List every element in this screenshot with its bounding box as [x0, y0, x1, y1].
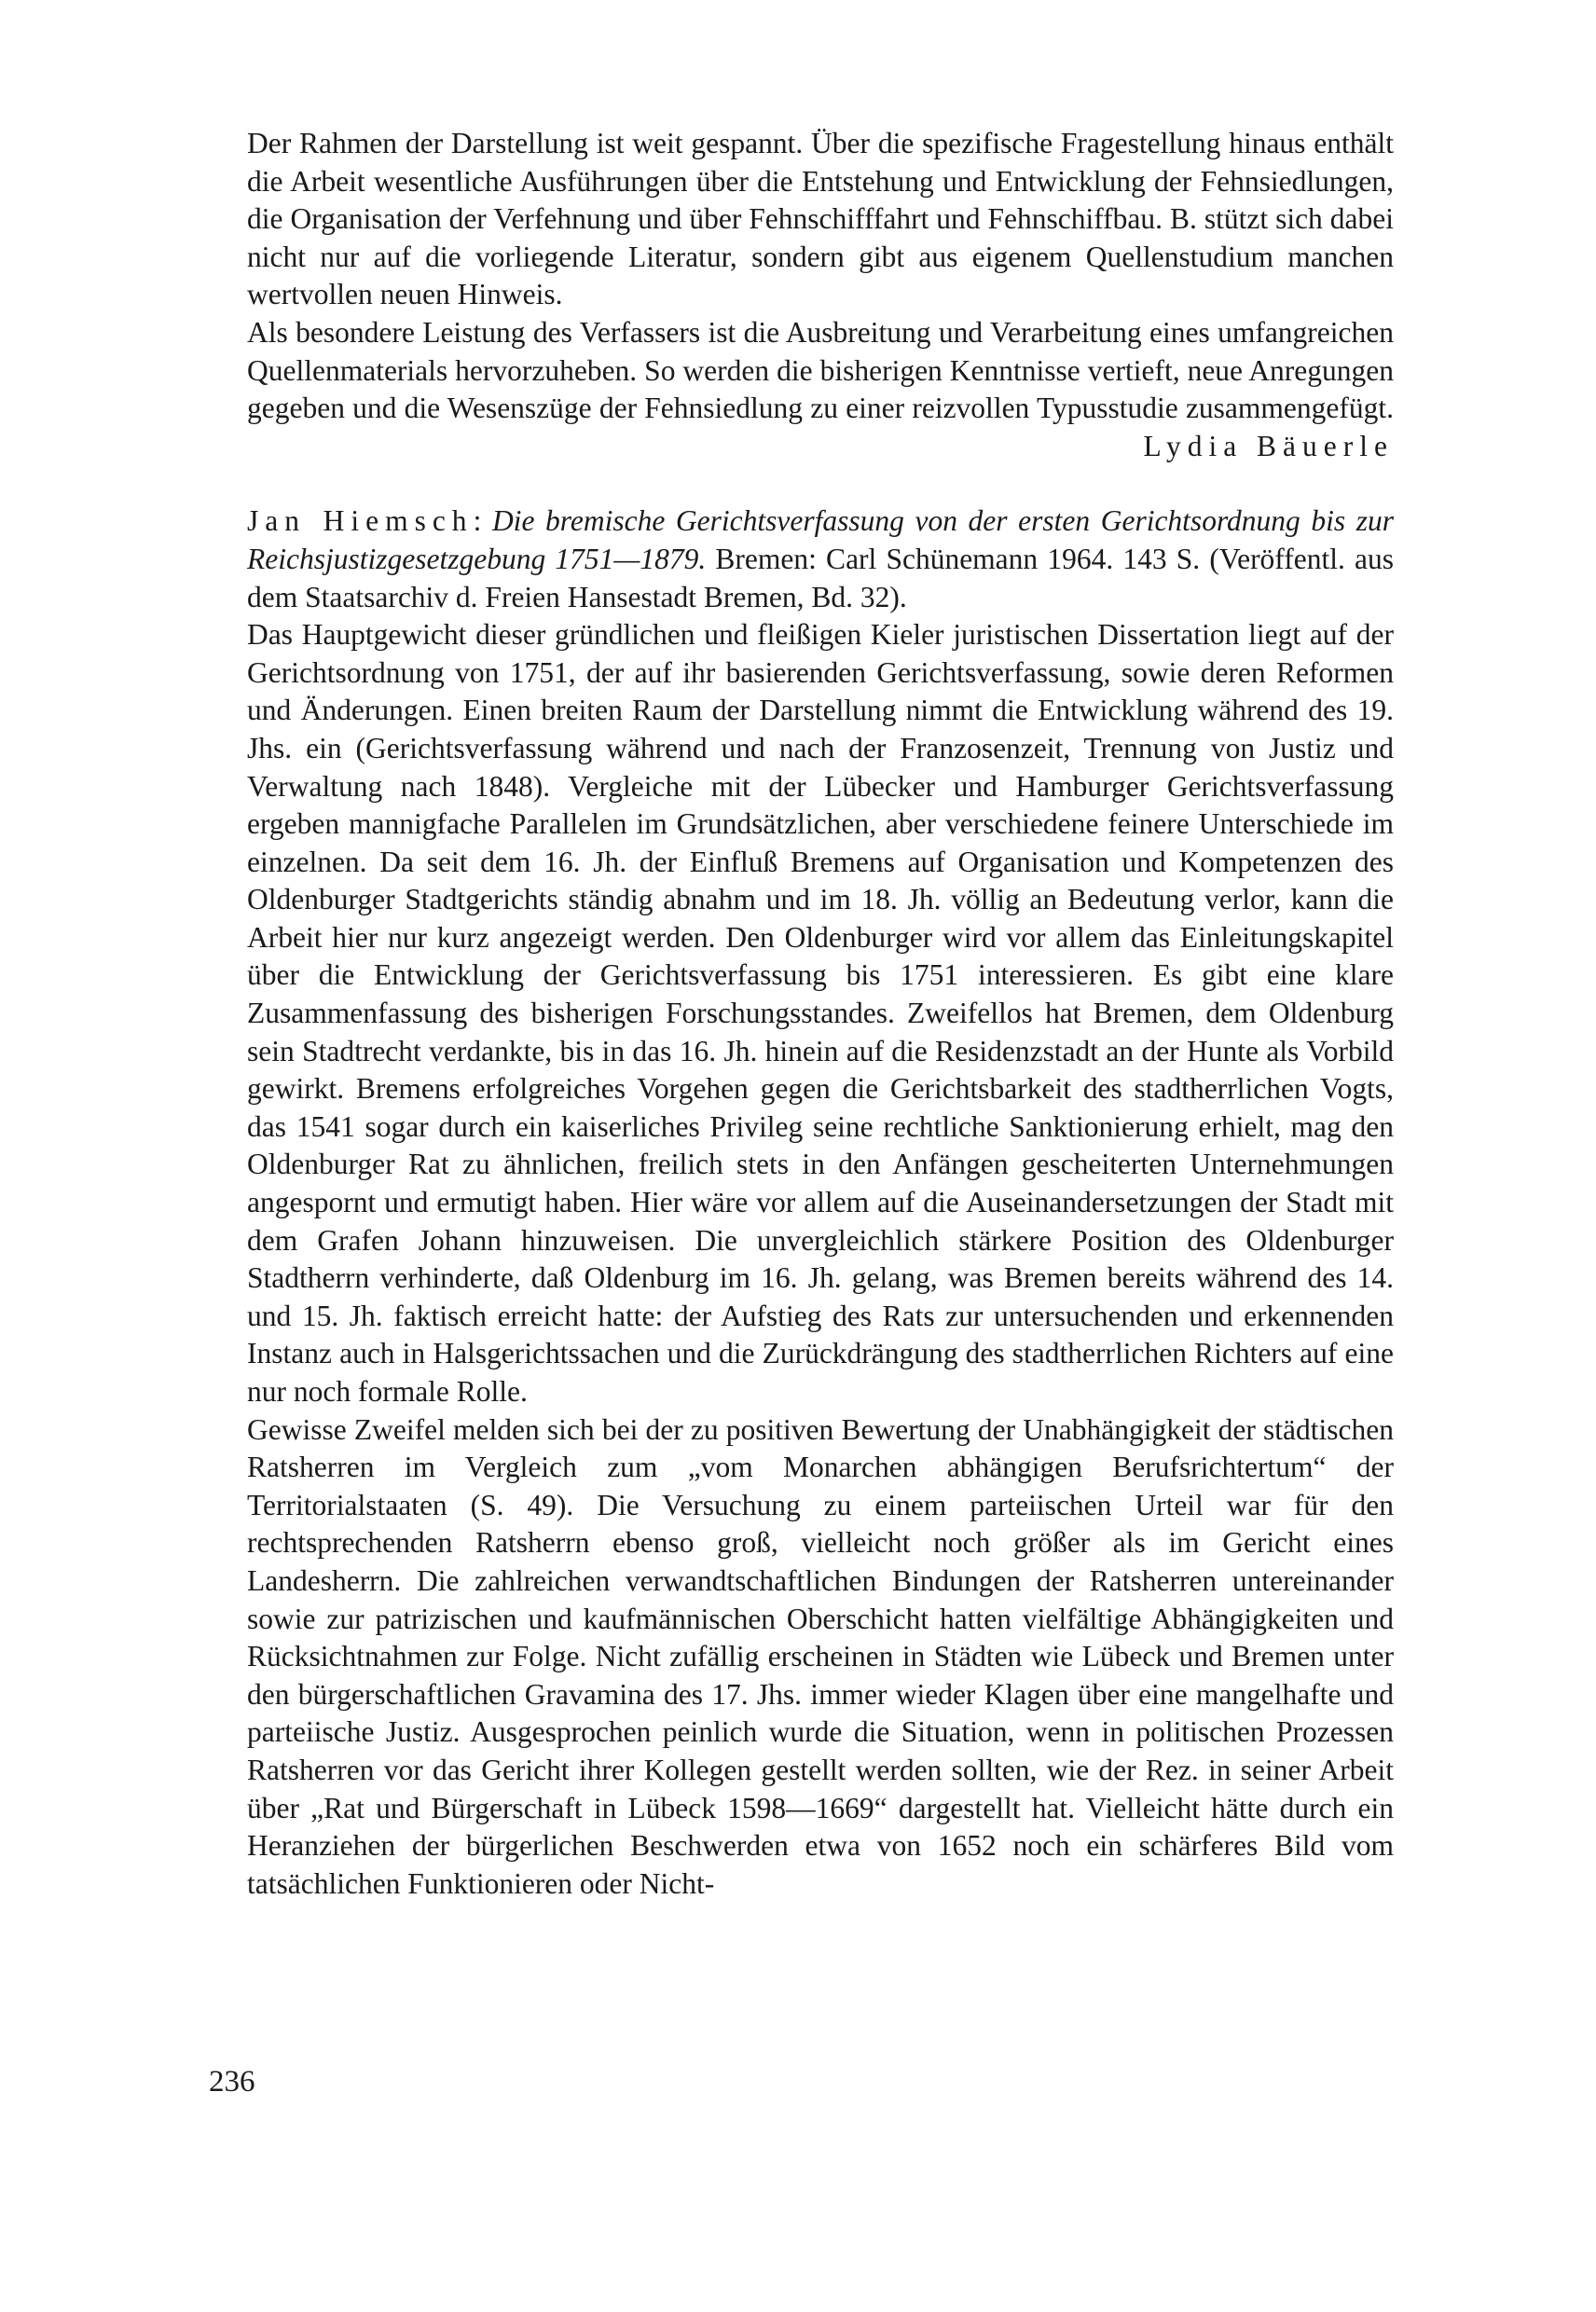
body-text	[247, 125, 1394, 1903]
review-hiemsch	[247, 616, 1394, 1903]
paragraph: Das Hauptgewicht dieser gründlichen und fleißigen Kieler juristischen Dissertation liegt auf der Gerichtsordnung von 1751, der auf ihr basierenden Gerichtsverfassung, sowie deren Reformen und Änderungen. Einen breiten Raum der Darstellung nimmt die Entwicklung während des 19. Jhs. ein (Gerichtsverfassung während und nach der Franzosenzeit, Trennung von Justiz und Verwaltung nach 1848). Vergleiche mit der Lübecker und Hamburger Gerichtsverfassung ergeben mannigfache Parallelen im Grundsätzlichen, aber verschiedene feinere Unterschiede im einzelnen. Da seit dem 16. Jh. der Einfluß Bremens auf Organisation und Kompetenzen des Oldenburger Stadtgerichts ständig abnahm und im 18. Jh. völlig an Bedeutung verlor, kann die Arbeit hier nur kurz angezeigt werden. Den Oldenburger wird vor allem das Einleitungskapitel über die Entwicklung der Gerichtsverfassung bis 1751 interessieren. Es gibt eine klare Zusammenfassung des bisherigen Forschungsstandes. Zweifellos hat Bremen, dem Oldenburg sein Stadtrecht verdankte, bis in das 16. Jh. hinein auf die Residenzstadt an der Hunte als Vorbild gewirkt. Bremens erfolgreiches Vorgehen gegen die Gerichtsbarkeit des stadtherrlichen Vogts, das 1541 sogar durch ein kaiserliches Privileg seine rechtliche Sanktionierung erhielt, mag den Oldenburger Rat zu ähnlichen, freilich stets in den Anfängen gescheiterten Unternehmungen angespornt und ermutigt haben. Hier wäre vor allem auf die Auseinandersetzungen der Stadt mit dem Grafen Johann hinzuweisen. Die unvergleichlich stärkere Position des Oldenburger Stadtherrn verhinderte, daß Oldenburg im 16. Jh. gelang, was Bremen bereits während des 14. und 15. Jh. faktisch erreicht hatte: der Aufstieg des Rats zur untersuchenden und erkennenden Instanz auch in Halsgerichtssachen und die Zurückdrängung des stadtherrlichen Richters auf eine nur noch formale Rolle.	[247, 618, 1394, 1408]
page-number: 236	[209, 2065, 255, 2099]
review-lydia-baeuerle	[247, 125, 1394, 465]
author-name: Jan Hiemsch	[247, 504, 474, 538]
review-header	[247, 502, 1394, 616]
paragraph: Der Rahmen der Darstellung ist weit gespannt. Über die spezifische Fragestellung hinaus enthält die Arbeit wesentliche Ausführungen über die Entstehung und Entwicklung der Fehnsiedlungen, die Organisation der Verfehnung und über Fehnschifffahrt und Fehnschiffbau. B. stützt sich dabei nicht nur auf die vorliegende Literatur, sondern gibt aus eigenem Quellenstudium manchen wertvollen neuen Hinweis.	[247, 127, 1394, 311]
paragraph-with-signature	[247, 314, 1394, 465]
review-citation	[247, 502, 1394, 616]
paragraph: Gewisse Zweifel melden sich bei der zu positiven Bewertung der Unabhängigkeit der städtischen Ratsherren im Vergleich zum „vom Monarchen abhängigen Berufsrichtertum“ der Territorialstaaten (S. 49). Die Versuchung zu einem parteiischen Urteil war für den rechtsprechenden Ratsherrn ebenso groß, vielleicht noch größer als im Gericht eines Landesherrn. Die zahlreichen verwandtschaftlichen Bindungen der Ratsherren untereinander sowie zur patrizischen und kaufmännischen Oberschicht hatten vielfältige Abhängigkeiten und Rücksichtnahmen zur Folge. Nicht zufällig erscheinen in Städten wie Lübeck und Bremen unter den bürgerschaftlichen Gravamina des 17. Jhs. immer wieder Klagen über eine mangelhafte und parteiische Justiz. Ausgesprochen peinlich wurde die Situation, wenn in politischen Prozessen Ratsherren vor das Gericht ihrer Kollegen gestellt werden sollten, wie der Rez. in seiner Arbeit über „Rat und Bürgerschaft in Lübeck 1598—1669“ dargestellt hat. Vielleicht hätte durch ein Heranziehen der bürgerlichen Beschwerden etwa von 1652 noch ein schärferes Bild vom tatsächlichen Funktionieren oder Nicht-	[247, 1412, 1394, 1900]
book-title: Die bremische Gerichtsverfassung von der ersten Gerichtsordnung bis zur Reichsjustizgesetzgebung 1751—1879.	[247, 504, 1395, 575]
publication-info: Bremen: Carl Schünemann 1964. 143 S. (Veröffentl. aus dem Staatsarchiv d. Freien Hansestadt Bremen, Bd. 32).	[247, 542, 1394, 613]
author-colon: :	[473, 504, 482, 538]
paragraph-text: Als besondere Leistung des Verfassers ist die Ausbreitung und Verarbeitung eines umfangreichen Quellenmaterials hervorzuheben. So werden die bisherigen Kenntnisse vertieft, neue Anregungen gegeben und die Wesenszüge der Fehnsiedlung zu einer reizvollen Typusstudie zusammengefügt.	[247, 315, 1394, 425]
reviewer-signature: Lydia Bäuerle	[1143, 429, 1394, 462]
